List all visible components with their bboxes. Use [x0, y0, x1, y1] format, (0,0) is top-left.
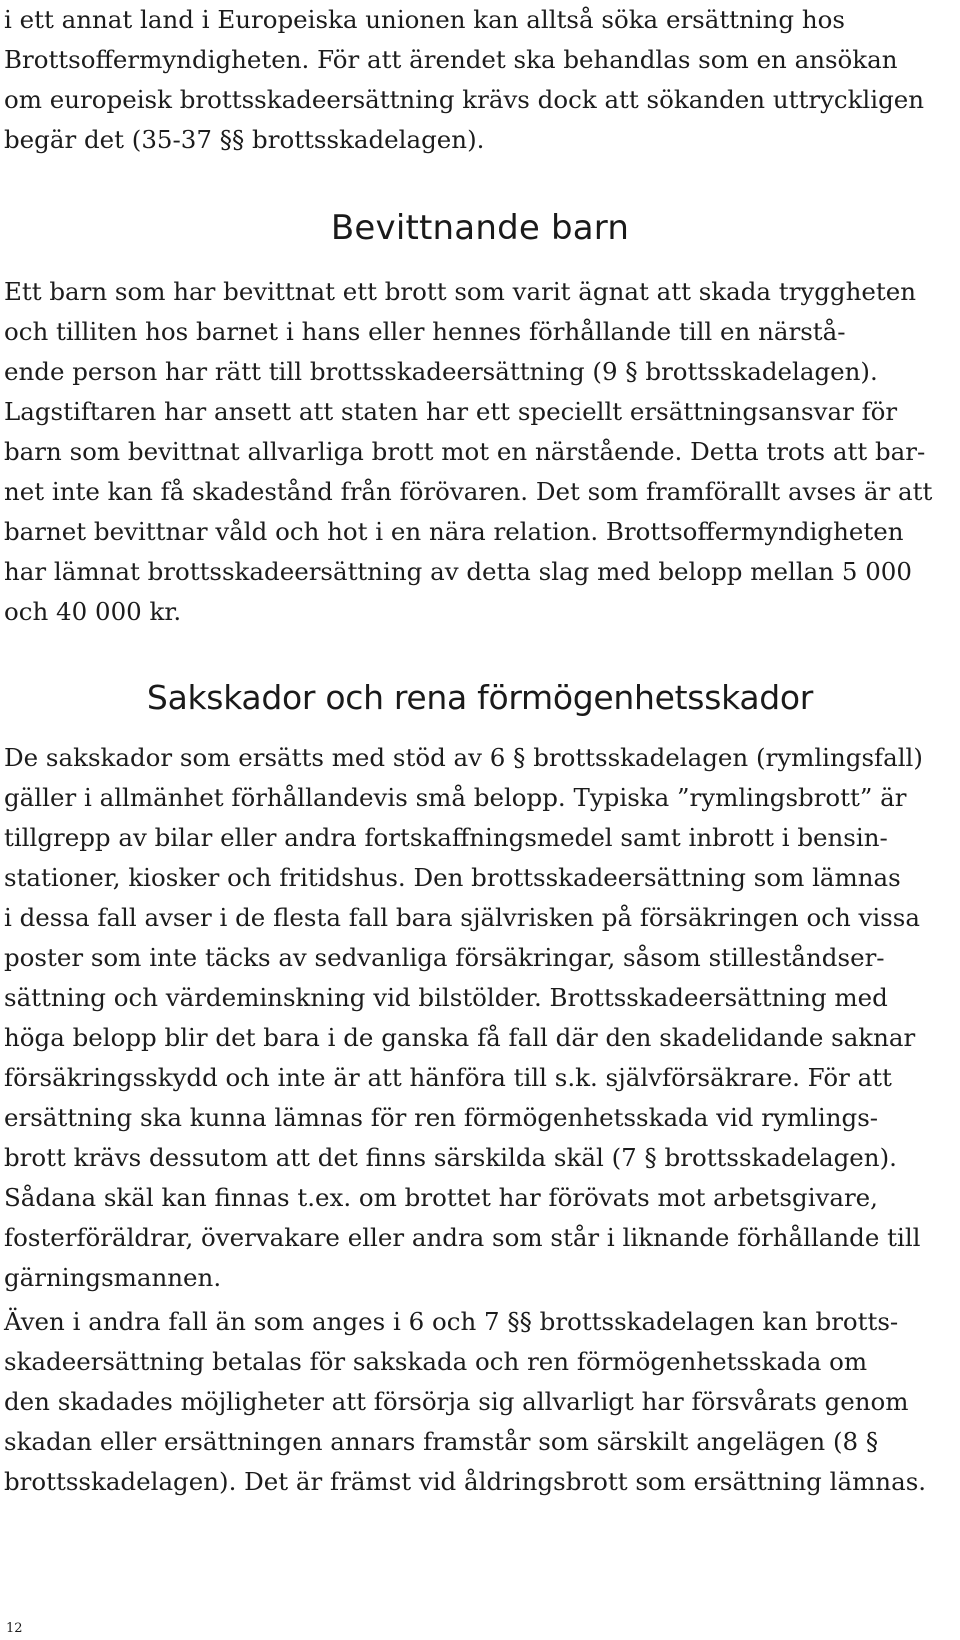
text-line: net inte kan få skadestånd från förövaren. Det som framförallt avses är att: [4, 477, 933, 506]
text-line: Även i andra fall än som anges i 6 och 7 §§ brottsskadelagen kan brotts-: [4, 1307, 899, 1336]
text-line: barnet bevittnar våld och hot i en nära relation. Brottsoffermyndigheten: [4, 517, 904, 546]
paragraph-sakskador: [4, 738, 954, 1298]
text-line: i ett annat land i Europeiska unionen kan alltså söka ersättning hos: [4, 5, 845, 34]
text-line: fosterföräldrar, övervakare eller andra som står i liknande förhållande till: [4, 1223, 921, 1252]
text-line: tillgrepp av bilar eller andra fortskaffningsmedel samt inbrott i bensin-: [4, 823, 888, 852]
text-line: och tilliten hos barnet i hans eller hennes förhållande till en närstå-: [4, 317, 846, 346]
text-line: försäkringsskydd och inte är att hänföra till s.k. självförsäkrare. För att: [4, 1063, 892, 1092]
text-line: begär det (35-37 §§ brottsskadelagen).: [4, 125, 485, 154]
text-line: har lämnat brottsskadeersättning av detta slag med belopp mellan 5 000: [4, 557, 912, 586]
text-line: brottsskadelagen). Det är främst vid åldringsbrott som ersättning lämnas.: [4, 1467, 927, 1496]
paragraph-intro: [4, 0, 954, 160]
text-line: brott krävs dessutom att det finns särskilda skäl (7 § brottsskadelagen).: [4, 1143, 897, 1172]
text-line: Lagstiftaren har ansett att staten har ett speciellt ersättningsansvar för: [4, 397, 898, 426]
page-number: 12: [6, 1621, 23, 1636]
text-line: gärningsmannen.: [4, 1263, 222, 1292]
text-line: höga belopp blir det bara i de ganska få fall där den skadelidande saknar: [4, 1023, 916, 1052]
section-heading-sakskador: Sakskador och rena förmögenhetsskador: [146, 678, 814, 717]
text-line: gäller i allmänhet förhållandevis små belopp. Typiska ”rymlingsbrott” är: [4, 783, 907, 812]
text-line: poster som inte täcks av sedvanliga försäkringar, såsom stilleståndser-: [4, 943, 885, 972]
text-line: sättning och värdeminskning vid bilstölder. Brottsskadeersättning med: [4, 983, 888, 1012]
text-line: och 40 000 kr.: [4, 597, 182, 626]
paragraph-andra-fall: [4, 1302, 954, 1502]
paragraph-bevittnande-barn: [4, 272, 954, 632]
text-line: skadeersättning betalas för sakskada och ren förmögenhetsskada om: [4, 1347, 868, 1376]
text-line: den skadades möjligheter att försörja sig allvarligt har försvårats genom: [4, 1387, 909, 1416]
text-line: i dessa fall avser i de flesta fall bara självrisken på försäkringen och vissa: [4, 903, 920, 932]
text-line: barn som bevittnat allvarliga brott mot en närstående. Detta trots att bar-: [4, 437, 926, 466]
section-heading-bevittnande-barn: Bevittnande barn: [330, 208, 630, 248]
text-line: skadan eller ersättningen annars framstår som särskilt angelägen (8 §: [4, 1427, 879, 1456]
text-line: Sådana skäl kan finnas t.ex. om brottet har förövats mot arbetsgivare,: [4, 1183, 878, 1212]
text-line: stationer, kiosker och fritidshus. Den brottsskadeersättning som lämnas: [4, 863, 901, 892]
text-line: Ett barn som har bevittnat ett brott som varit ägnat att skada tryggheten: [4, 277, 916, 306]
text-line: ende person har rätt till brottsskadeersättning (9 § brottsskadelagen).: [4, 357, 878, 386]
text-line: ersättning ska kunna lämnas för ren förmögenhetsskada vid rymlings-: [4, 1103, 879, 1132]
text-line: om europeisk brottsskadeersättning krävs dock att sökanden uttryckligen: [4, 85, 925, 114]
text-line: Brottsoffermyndigheten. För att ärendet ska behandlas som en ansökan: [4, 45, 898, 74]
text-line: De sakskador som ersätts med stöd av 6 § brottsskadelagen (rymlingsfall): [4, 743, 923, 772]
